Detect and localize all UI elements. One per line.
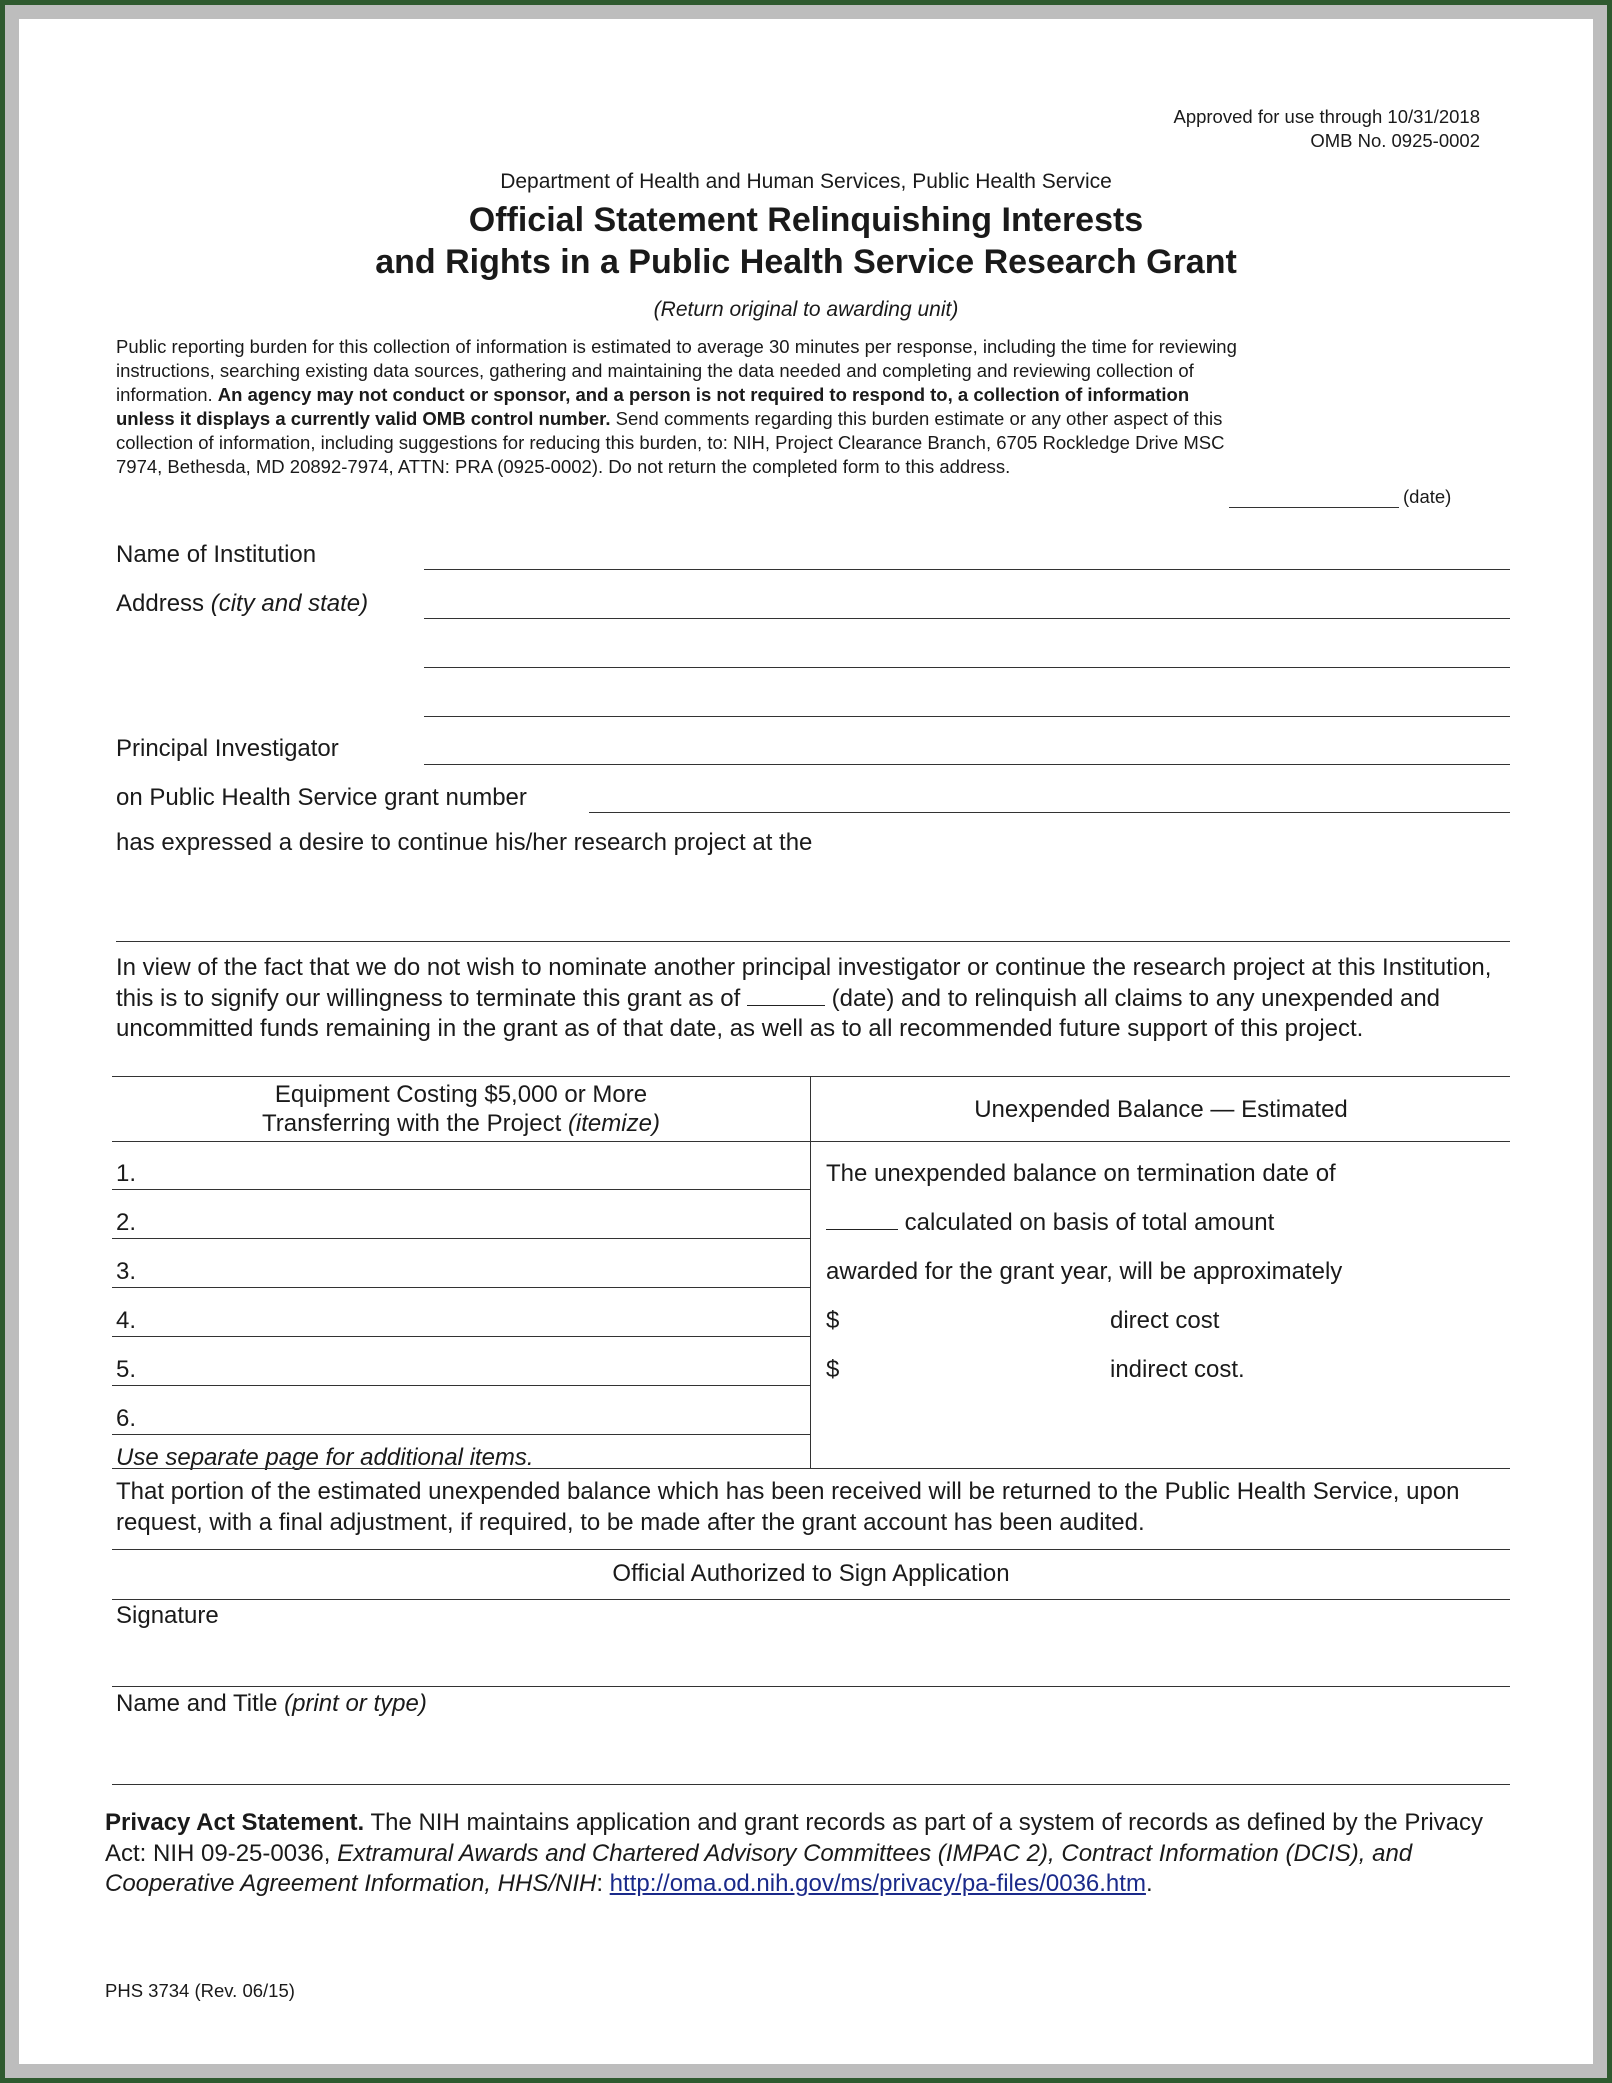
indirect-cost-label: indirect cost. [1110, 1356, 1245, 1383]
equipment-item-3-field[interactable] [112, 1287, 810, 1288]
equipment-header-line1: Equipment Costing $5,000 or More [274, 1081, 648, 1108]
address-field-3[interactable] [424, 716, 1510, 717]
desire-text: has expressed a desire to continue his/her research project at the [116, 829, 813, 856]
terminate-paragraph [116, 953, 1516, 1045]
burden-text-2: Send comments regarding this burden estimate or any other aspect of this collection of information, including suggestions for reducing this burden, to: NIH, Project Clearance Branch, 6705 Rockledge Drive MSC 7974, Bethesda, MD 20892-7974, ATTN: PRA (0925-0002). Do not return the completed form to this address. [116, 408, 1225, 477]
institution-continue-field[interactable] [116, 941, 1510, 942]
date-blank-line[interactable] [1229, 507, 1399, 508]
equipment-header [112, 1080, 810, 1138]
date-label: (date) [1403, 486, 1452, 507]
equipment-item-3: 3. [116, 1258, 137, 1285]
equipment-item-4-field[interactable] [112, 1336, 810, 1337]
name-title-hint: (print or type) [284, 1690, 427, 1717]
equipment-item-2-field[interactable] [112, 1238, 810, 1239]
address-label [116, 589, 368, 619]
signature-section-top-rule [112, 1549, 1510, 1550]
institution-label: Name of Institution [116, 541, 317, 568]
address-field-1[interactable] [424, 618, 1510, 619]
equipment-item-1-field[interactable] [112, 1189, 810, 1190]
name-title-field[interactable] [112, 1784, 1510, 1785]
equipment-header-line2: Transferring with the Project (itemize) [262, 1110, 660, 1137]
direct-cost-dollar: $ [826, 1307, 840, 1334]
signature-label: Signature [116, 1602, 219, 1629]
return-paragraph: That portion of the estimated unexpended balance which has been received will be returned to the Public Health Service, upon request, with a final adjustment, if required, to be made after the grant account has been audited. [116, 1478, 1460, 1536]
signature-field[interactable] [112, 1686, 1510, 1687]
address-hint: (city and state) [210, 590, 369, 617]
table-divider [810, 1076, 811, 1468]
signature-section-title: Official Authorized to Sign Application [612, 1560, 1010, 1587]
table-bottom-rule [112, 1468, 1510, 1469]
terminate-text-1: In view of the fact that we do not wish to nominate another principal investigator or continue the research project at this Institution, this is to signify our willingness to terminate this grant as of [116, 954, 1492, 1012]
page-frame [5, 5, 1607, 2078]
form-number: PHS 3734 (Rev. 06/15) [105, 1980, 295, 2001]
privacy-link[interactable]: http://oma.od.nih.gov/ms/privacy/pa-files/0036.htm [609, 1870, 1146, 1897]
indirect-cost-dollar: $ [826, 1356, 840, 1383]
balance-date-blank[interactable] [826, 1209, 898, 1230]
department-name: Department of Health and Human Services, Public Health Service [500, 170, 1112, 193]
equipment-item-6: 6. [116, 1405, 137, 1432]
address-field-2[interactable] [424, 667, 1510, 668]
address-label-text: Address [116, 590, 205, 617]
privacy-heading: Privacy Act Statement. [105, 1809, 365, 1836]
return-note: (Return original to awarding unit) [653, 298, 959, 321]
balance-header: Unexpended Balance — Estimated [974, 1096, 1348, 1123]
itemize-hint: (itemize) [567, 1110, 660, 1137]
table-top-rule [112, 1076, 1510, 1077]
burden-text-bold: An agency may not conduct or sponsor, and a person is not required to respond to, a collection of information unless it displays a currently valid OMB control number. [116, 384, 1190, 429]
privacy-systems: Extramural Awards and Chartered Advisory Committees (IMPAC 2), Contract Information (DCIS), and Cooperative Agreement Information, HHS/NIH [105, 1839, 1413, 1897]
pi-label: Principal Investigator [116, 735, 339, 762]
balance-line2: calculated on basis of total amount [826, 1208, 1274, 1238]
terminate-text-2: (date) and to relinquish all claims to any unexpended and uncommitted funds remaining in the grant as of that date, as well as to all recommended future support of this project. [116, 984, 1441, 1042]
balance-line3: awarded for the grant year, will be approximately [826, 1258, 1343, 1285]
burden-text-1: Public reporting burden for this collection of information is estimated to average 30 minutes per response, including the time for reviewing instructions, searching existing data sources, gathering and maintaining the data needed and completing and reviewing collection of information. [116, 336, 1237, 405]
termination-date-blank[interactable] [747, 985, 825, 1006]
equipment-item-5: 5. [116, 1356, 137, 1383]
equipment-item-1: 1. [116, 1160, 137, 1187]
approval-line: Approved for use through 10/31/2018 [1173, 106, 1480, 127]
equipment-item-5-field[interactable] [112, 1385, 810, 1386]
form-title-line1: Official Statement Relinquishing Interests [468, 201, 1144, 239]
institution-field[interactable] [424, 569, 1510, 570]
direct-cost-label: direct cost [1110, 1307, 1220, 1334]
grant-number-label: on Public Health Service grant number [116, 784, 527, 811]
table-header-rule [112, 1141, 1510, 1142]
burden-statement [116, 335, 1242, 479]
form-page [19, 19, 1593, 2064]
signature-title-rule [112, 1599, 1510, 1600]
equipment-item-2: 2. [116, 1209, 137, 1236]
equipment-item-4: 4. [116, 1307, 137, 1334]
balance-line1: The unexpended balance on termination date of [826, 1160, 1336, 1187]
additional-items-note: Use separate page for additional items. [116, 1444, 534, 1471]
pi-field[interactable] [424, 764, 1510, 765]
privacy-act-statement: Privacy Act Statement. The NIH maintains application and grant records as part of a system of records as defined by the Privacy Act: NIH 09-25-0036, Extramural Awards and Chartered Advisory Committees (IMPAC 2), Contract Information (DCIS), and Cooperative Agreement Information, HHS/NIH: http://oma.od.nih.gov/ms/privacy/pa-files/0036.htm. [105, 1809, 1483, 1897]
omb-number: OMB No. 0925-0002 [1310, 130, 1480, 151]
name-title-label: Name and Title (print or type) [116, 1690, 427, 1717]
equipment-item-6-field[interactable] [112, 1434, 810, 1435]
form-title-line2: and Rights in a Public Health Service Research Grant [375, 243, 1237, 281]
grant-number-field[interactable] [589, 812, 1510, 813]
